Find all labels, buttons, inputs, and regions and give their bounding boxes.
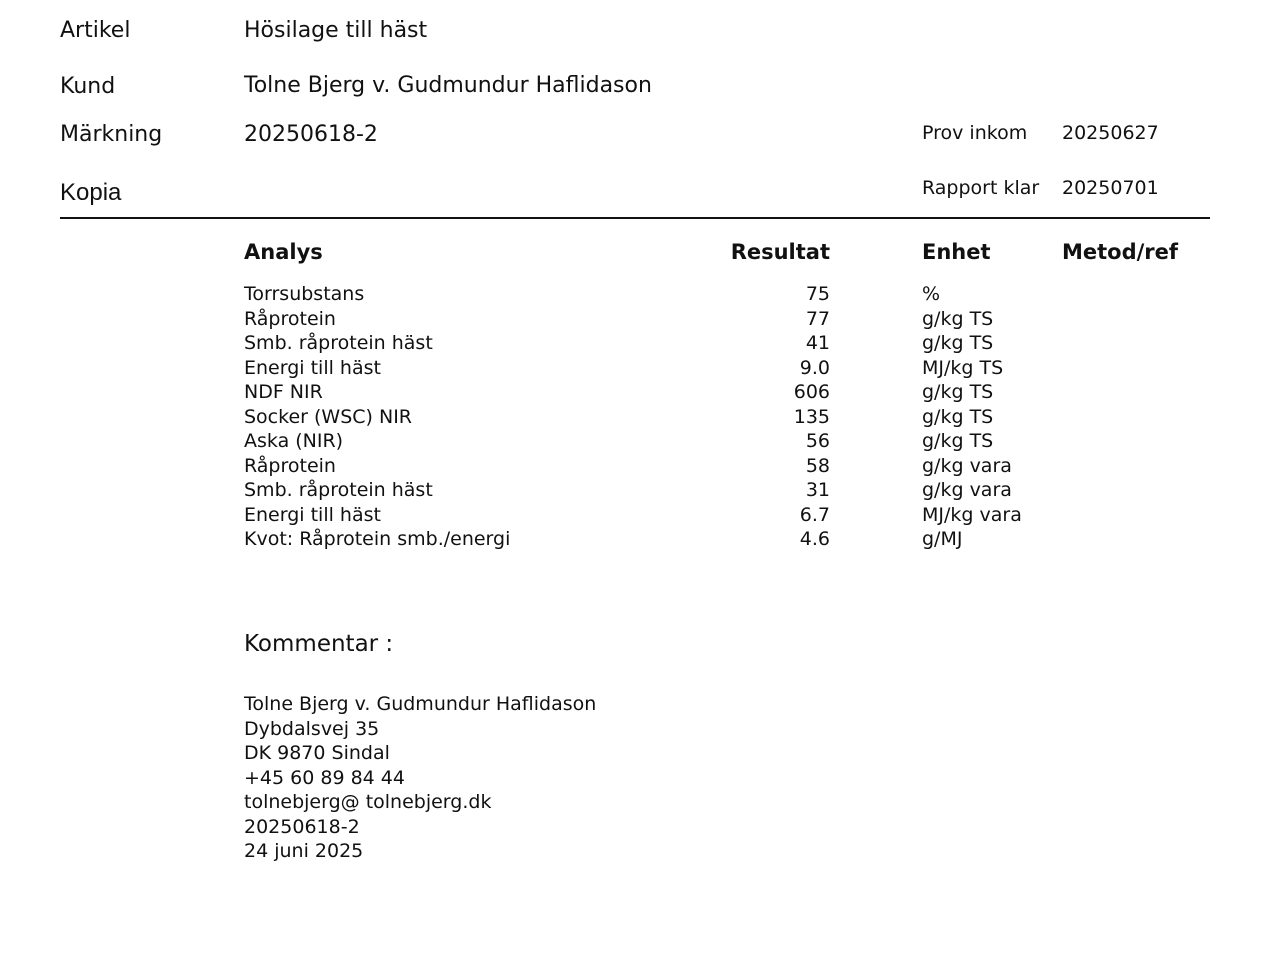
table-row [0,478,1280,503]
table-row [0,429,1280,454]
table-row [0,503,1280,528]
table-row [0,405,1280,430]
address-line: DK 9870 Sindal [244,742,390,764]
prov-inkom-value: 20250627 [1062,122,1159,144]
comment-title: Kommentar : [244,631,394,657]
analysis-name: Energi till häst [244,356,381,379]
artikel-label: Artikel [60,18,131,43]
analysis-result: 606 [793,381,830,403]
analysis-name: Smb. råprotein häst [244,332,433,354]
analysis-result: 9.0 [799,356,830,379]
analysis-name: Råprotein [244,454,336,477]
analysis-result: 77 [805,307,830,330]
analysis-name: NDF NIR [244,381,323,403]
artikel-value: Hösilage till häst [244,18,428,43]
email-line: tolnebjerg@ tolnebjerg.dk [244,791,492,813]
analysis-unit: g/kg vara [922,479,1012,501]
markning-label: Märkning [60,122,163,147]
prov-inkom-label: Prov inkom [922,122,1028,144]
table-row [0,331,1280,356]
table-row [0,454,1280,479]
rapport-klar-value: 20250701 [1062,177,1159,199]
analysis-result: 41 [805,332,830,354]
analysis-name: Torrsubstans [244,283,365,305]
column-header-resultat: Resultat [730,240,830,264]
analysis-result: 4.6 [799,528,830,550]
address-line: Dybdalsvej 35 [244,717,380,740]
markning-value: 20250618-2 [244,122,378,147]
table-row [0,356,1280,381]
kund-value: Tolne Bjerg v. Gudmundur Haflidason [244,73,652,98]
analysis-result: 75 [805,283,830,305]
header-divider [60,217,1210,219]
table-row [0,282,1280,307]
analysis-unit: g/kg TS [922,307,994,330]
analysis-unit: g/kg TS [922,405,994,428]
date-line: 24 juni 2025 [244,840,364,862]
analysis-unit: g/kg TS [922,430,994,452]
table-row [0,380,1280,405]
kund-label: Kund [60,74,116,99]
analysis-unit: MJ/kg TS [922,356,1004,379]
analysis-unit: g/kg vara [922,454,1012,477]
analysis-name: Socker (WSC) NIR [244,405,412,428]
analysis-name: Energi till häst [244,503,381,526]
reference-line: 20250618-2 [244,815,360,838]
analysis-result: 56 [805,430,830,452]
analysis-unit: % [922,283,941,305]
column-header-analys: Analys [244,240,323,264]
table-row [0,527,1280,552]
analysis-result: 6.7 [799,503,830,526]
analysis-name: Smb. råprotein häst [244,479,433,501]
table-row [0,307,1280,332]
kopia-label: Kopia [60,179,122,206]
column-header-metod: Metod/ref [1062,240,1179,264]
rapport-klar-label: Rapport klar [922,177,1040,199]
analysis-result: 31 [805,479,830,501]
analysis-unit: MJ/kg vara [922,503,1022,526]
customer-address-block [244,692,596,864]
analysis-result: 58 [805,454,830,477]
analysis-unit: g/kg TS [922,381,994,403]
analysis-unit: g/kg TS [922,332,994,354]
analysis-unit: g/MJ [922,528,963,550]
analysis-name: Aska (NIR) [244,430,344,452]
analysis-name: Råprotein [244,307,336,330]
phone-line: +45 60 89 84 44 [244,766,405,789]
address-line: Tolne Bjerg v. Gudmundur Haflidason [244,693,597,715]
analysis-result: 135 [793,405,830,428]
column-header-enhet: Enhet [922,240,991,264]
analysis-name: Kvot: Råprotein smb./energi [244,528,511,550]
